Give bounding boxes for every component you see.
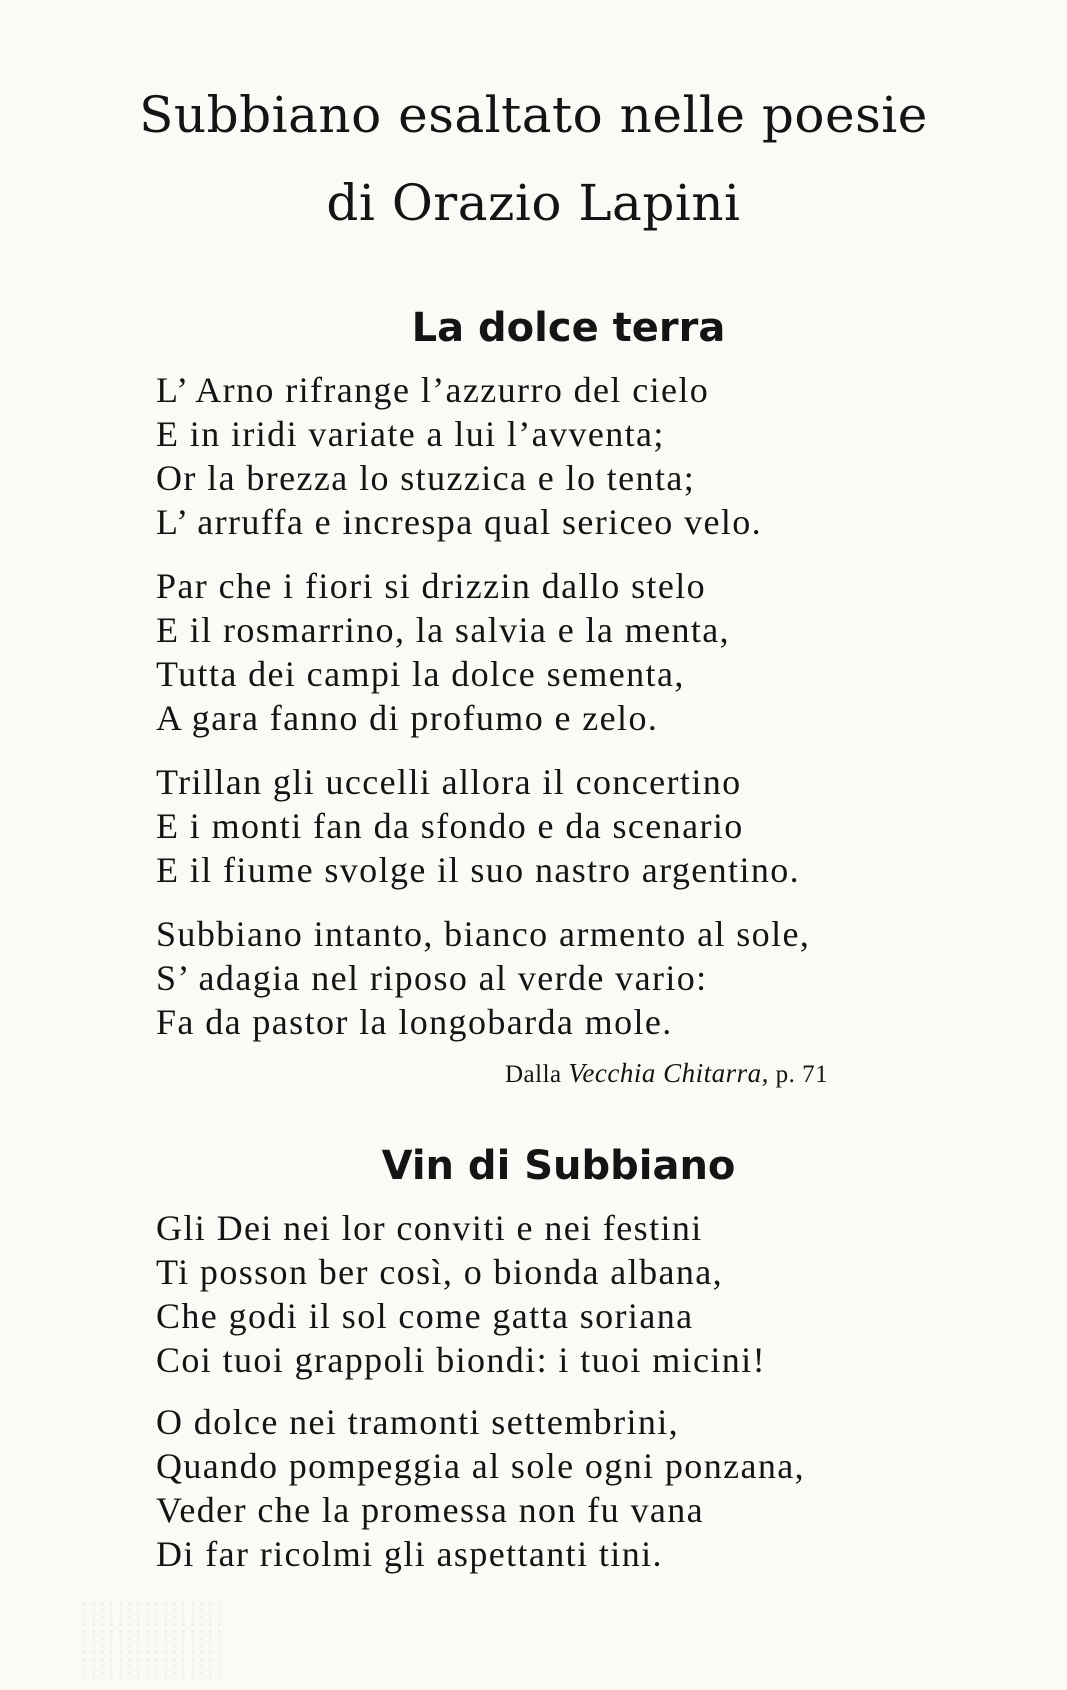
verse-line: Fa da pastor la longobarda mole. — [156, 1002, 673, 1042]
verse-line: Che godi il sol come gatta soriana — [156, 1296, 694, 1336]
verse-line: E il rosmarrino, la salvia e la menta, — [156, 610, 731, 650]
poem-title-la-dolce-terra: La dolce terra — [411, 305, 726, 351]
poem-source-citation — [505, 1058, 828, 1090]
verse-line: L’ Arno rifrange l’azzurro del cielo — [156, 370, 710, 410]
verse-line: Par che i fiori si drizzin dallo stelo — [156, 566, 707, 606]
verse-line: Trillan gli uccelli allora il concertino — [156, 762, 742, 802]
stanza — [156, 1400, 805, 1576]
verse-line: Tutta dei campi la dolce sementa, — [156, 654, 685, 694]
verse-line: Quando pompeggia al sole ogni ponzana, — [156, 1446, 806, 1486]
verse-line: Veder che la promessa non fu vana — [156, 1490, 705, 1530]
stanza — [156, 564, 730, 740]
verse-line: Gli Dei nei lor conviti e nei festini — [156, 1208, 703, 1248]
verse-line: L’ arruffa e increspa qual sericeo velo. — [156, 502, 763, 542]
verse-line: E i monti fan da sfondo e da scenario — [156, 806, 744, 846]
verse-line: A gara fanno di profumo e zelo. — [156, 698, 659, 738]
verse-line: Subbiano intanto, bianco armento al sole, — [156, 914, 811, 954]
source-prefix: Dalla — [505, 1061, 562, 1088]
paper-specks — [80, 1600, 220, 1680]
page-title-line-2: di Orazio Lapini — [326, 174, 741, 232]
verse-line: Coi tuoi grappoli biondi: i tuoi micini! — [156, 1340, 766, 1380]
stanza — [156, 368, 762, 544]
poem-title-vin-di-subbiano: Vin di Subbiano — [381, 1143, 736, 1189]
verse-line: E il fiume svolge il suo nastro argentino. — [156, 850, 801, 890]
verse-line: Ti posson ber così, o bionda albana, — [156, 1252, 724, 1292]
verse-line: E in iridi variate a lui l’avventa; — [156, 414, 665, 454]
stanza — [156, 760, 800, 892]
verse-line: O dolce nei tramonti settembrini, — [156, 1402, 680, 1442]
source-page: p. 71 — [775, 1061, 829, 1088]
stanza — [156, 1206, 766, 1382]
verse-line: Or la brezza lo stuzzica e lo tenta; — [156, 458, 696, 498]
page-title-line-1: Subbiano esaltato nelle poesie — [139, 86, 928, 144]
verse-line: S’ adagia nel riposo al verde vario: — [156, 958, 708, 998]
source-work-title: Vecchia Chitarra, — [568, 1058, 769, 1088]
stanza — [156, 912, 810, 1044]
verse-line: Di far ricolmi gli aspettanti tini. — [156, 1534, 663, 1574]
